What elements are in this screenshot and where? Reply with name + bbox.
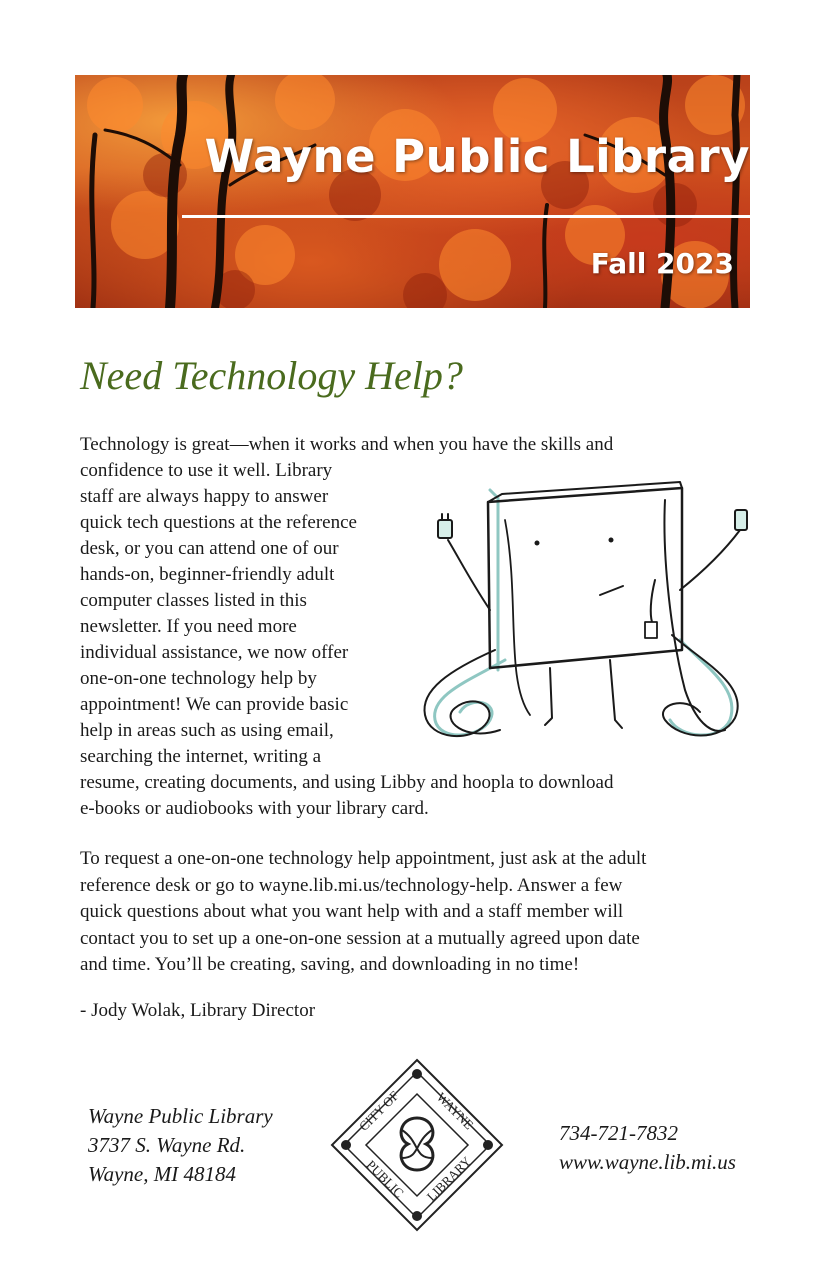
svg-text:PUBLIC: PUBLIC	[363, 1157, 407, 1201]
text-line: quick questions about what you want help with and a staff member will	[80, 901, 624, 922]
text-line: Technology is great—when it works and when you have the skills and	[80, 434, 614, 455]
contact-info	[559, 1119, 736, 1177]
text-line: To request a one-on-one technology help appointment, just ask at the adult	[80, 848, 647, 869]
computer-doodle-illustration	[410, 480, 755, 755]
library-address	[88, 1102, 273, 1189]
text-line: appointment! We can provide basic	[80, 694, 349, 715]
article-paragraph-2	[80, 846, 760, 979]
text-line: searching the internet, writing a	[80, 746, 322, 767]
text-line: reference desk or go to wayne.lib.mi.us/technology-help. Answer a few	[80, 874, 623, 896]
text-line: quick tech questions at the reference	[80, 512, 357, 533]
text-line: individual assistance, we now offer	[80, 642, 349, 663]
text-line: hands-on, beginner-friendly adult	[80, 564, 335, 585]
text-line: contact you to set up a one-on-one session at a mutually agreed upon date	[80, 927, 640, 949]
svg-text:LIBRARY: LIBRARY	[423, 1153, 475, 1205]
text-line: desk, or you can attend one of our	[80, 538, 339, 559]
article-heading: Need Technology Help?	[80, 353, 463, 398]
text-line: resume, creating documents, and using Libby and hoopla to download	[80, 772, 614, 793]
text-line: confidence to use it well. Library	[80, 460, 333, 481]
banner-divider	[182, 215, 750, 218]
website-link[interactable]: www.wayne.lib.mi.us	[559, 1150, 736, 1174]
text-line: help in areas such as using email,	[80, 720, 334, 741]
text-line: e-books or audiobooks with your library card.	[80, 798, 429, 819]
svg-text:WAYNE: WAYNE	[433, 1089, 477, 1133]
svg-text:CITY OF: CITY OF	[355, 1087, 402, 1134]
library-seal-logo	[330, 1058, 504, 1232]
text-line: one-on-one technology help by	[80, 668, 317, 689]
address-line: Wayne, MI 48184	[88, 1162, 236, 1186]
text-line: and time. You’ll be creating, saving, and downloading in no time!	[80, 954, 580, 975]
address-line: 3737 S. Wayne Rd.	[88, 1133, 246, 1157]
text-line: staff are always happy to answer	[80, 486, 329, 507]
issue-season: Fall 2023	[590, 247, 734, 280]
text-line: computer classes listed in this	[80, 590, 307, 611]
address-line: Wayne Public Library	[88, 1104, 273, 1128]
author-signature: - Jody Wolak, Library Director	[80, 1000, 316, 1021]
phone-number: 734-721-7832	[559, 1121, 678, 1145]
library-title: Wayne Public Library	[204, 130, 750, 183]
text-line: newsletter. If you need more	[80, 616, 297, 637]
header-banner	[75, 75, 750, 308]
